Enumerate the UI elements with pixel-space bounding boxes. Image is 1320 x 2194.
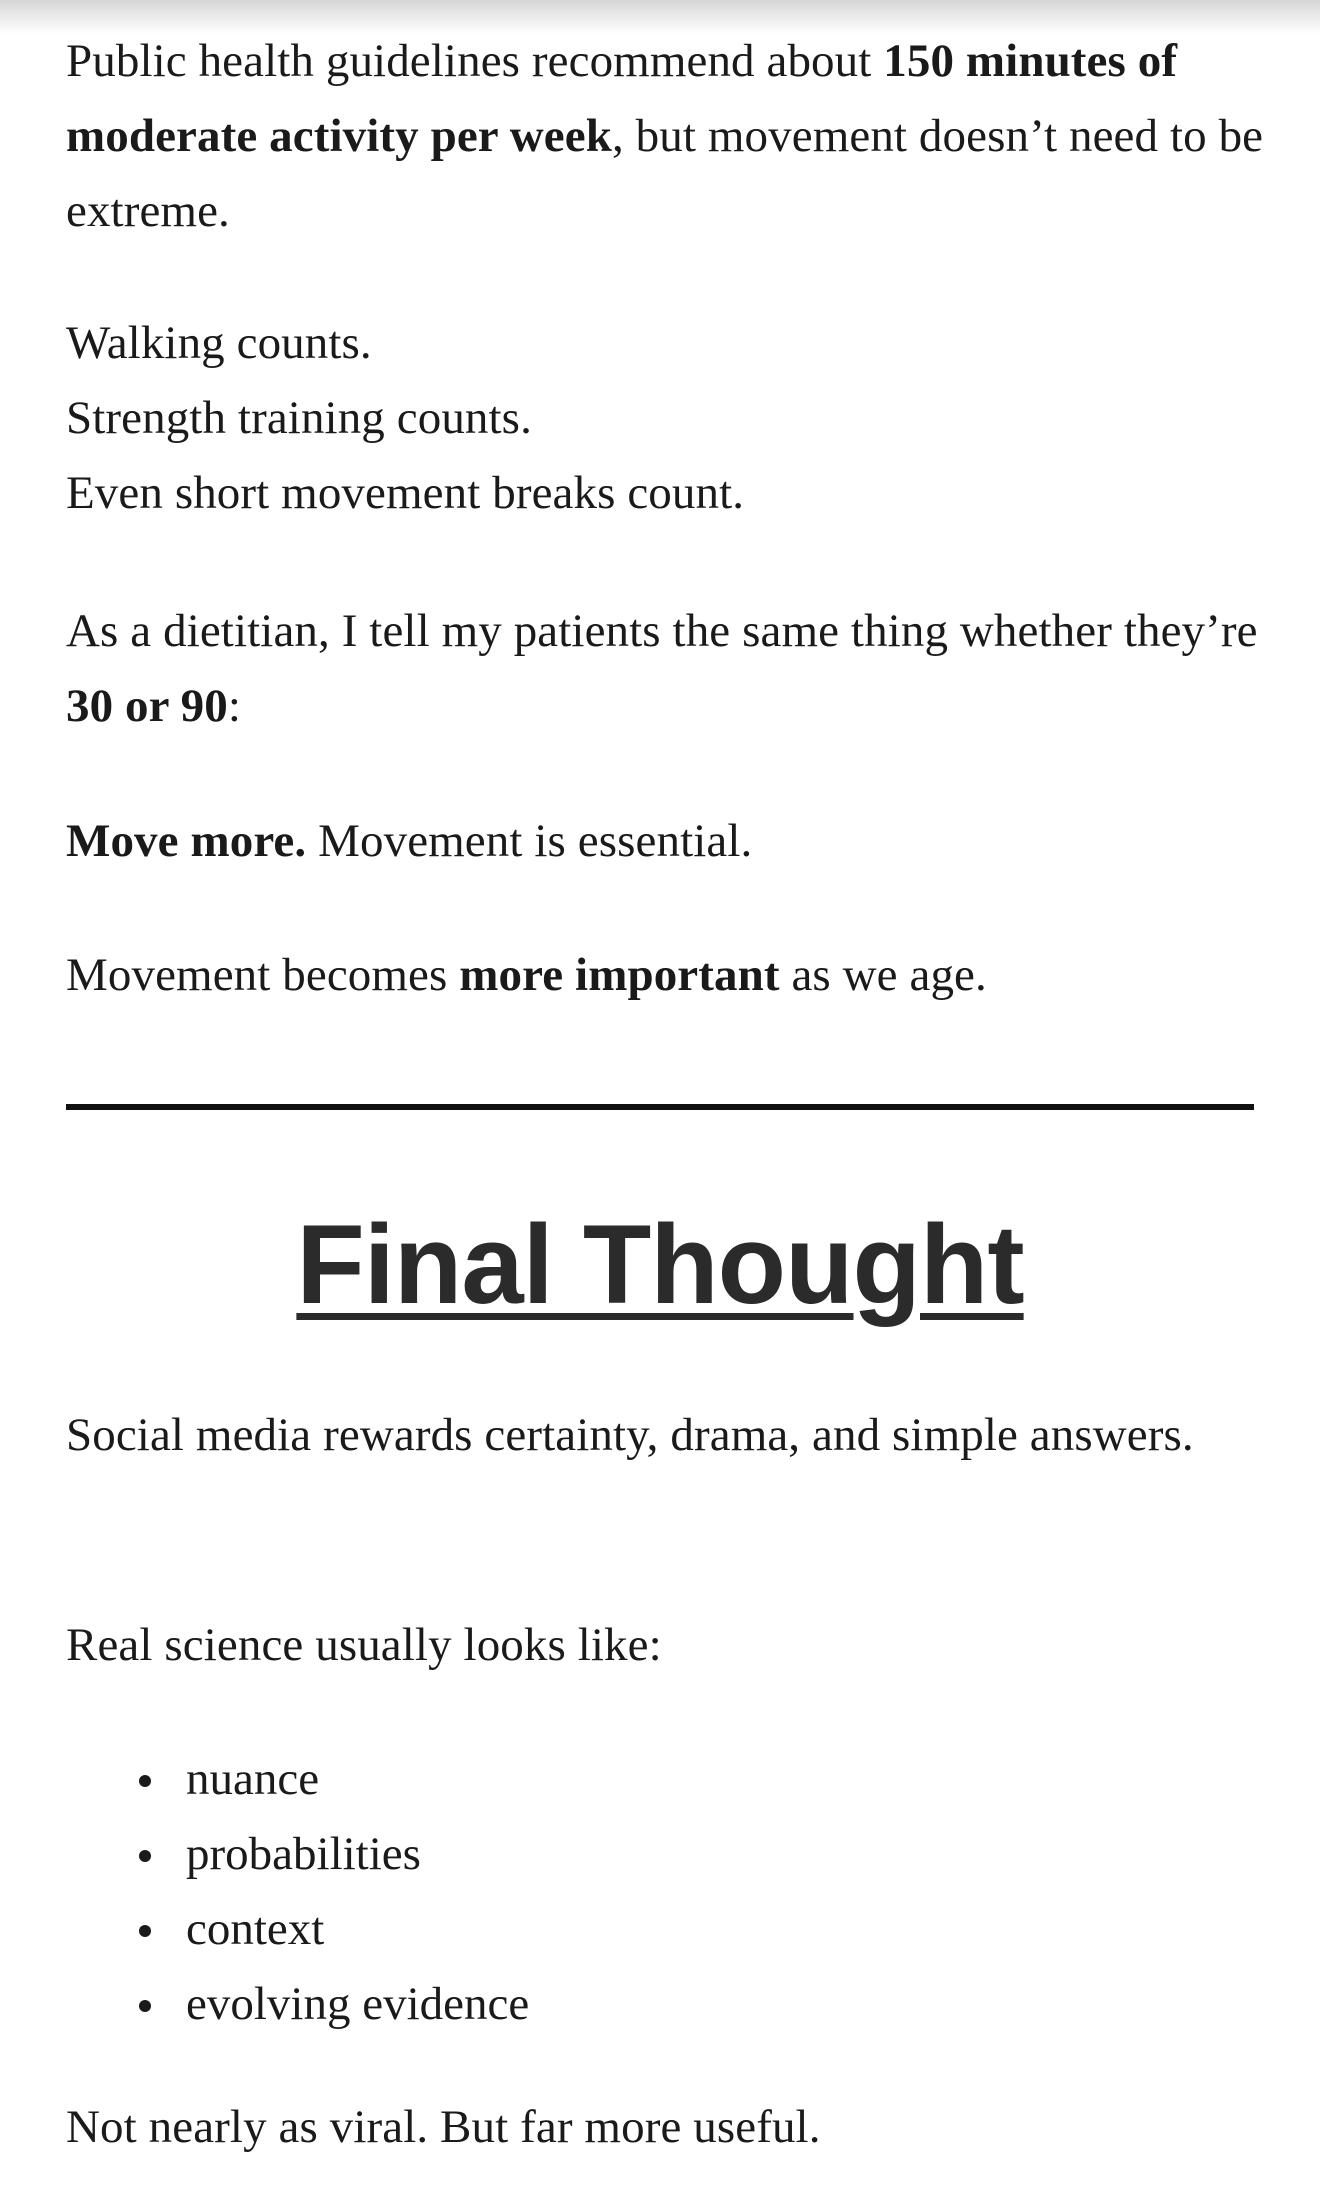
text-run: Movement becomes bbox=[66, 949, 460, 1001]
list-item: evolving evidence bbox=[66, 1967, 1254, 2042]
bold-text: 150 minutes of moderate activity per week bbox=[66, 35, 1178, 162]
text-line: Strength training counts. bbox=[66, 392, 532, 444]
list-item: probabilities bbox=[66, 1817, 1254, 1892]
section-divider bbox=[66, 1104, 1254, 1110]
text-line: Walking counts. bbox=[66, 317, 372, 369]
text-run: Public health guidelines recommend about bbox=[66, 35, 884, 87]
paragraph-movement-importance bbox=[66, 938, 1254, 1013]
list-item: context bbox=[66, 1892, 1254, 1967]
bold-text: 30 or 90 bbox=[66, 680, 228, 732]
text-run: : bbox=[227, 680, 241, 732]
section-heading: Final Thought bbox=[296, 1202, 1024, 1327]
bold-text: more important bbox=[459, 949, 780, 1001]
bullet-list bbox=[66, 1742, 1254, 2042]
paragraph-movement-counts bbox=[66, 306, 1254, 531]
text-run: As a dietitian, I tell my patients the same thing whether they’re bbox=[66, 605, 1258, 657]
paragraph-dietitian-advice bbox=[66, 594, 1266, 744]
text-run: as we age. bbox=[779, 949, 987, 1001]
list-item: nuance bbox=[66, 1742, 1254, 1817]
bold-text: Move more. bbox=[66, 815, 307, 867]
paragraph-social-media: Social media rewards certainty, drama, and simple answers. bbox=[66, 1409, 1194, 1461]
paragraph-activity-guidelines bbox=[66, 24, 1266, 249]
text-run: Movement is essential. bbox=[306, 815, 753, 867]
paragraph-move-more bbox=[66, 804, 1254, 879]
paragraph-real-science: Real science usually looks like: bbox=[66, 1619, 662, 1671]
paragraph-closing: Not nearly as viral. But far more useful. bbox=[66, 2101, 821, 2153]
text-line: Even short movement breaks count. bbox=[66, 467, 745, 519]
text-run: , but movement doesn’t need to be extreme. bbox=[66, 110, 1264, 237]
